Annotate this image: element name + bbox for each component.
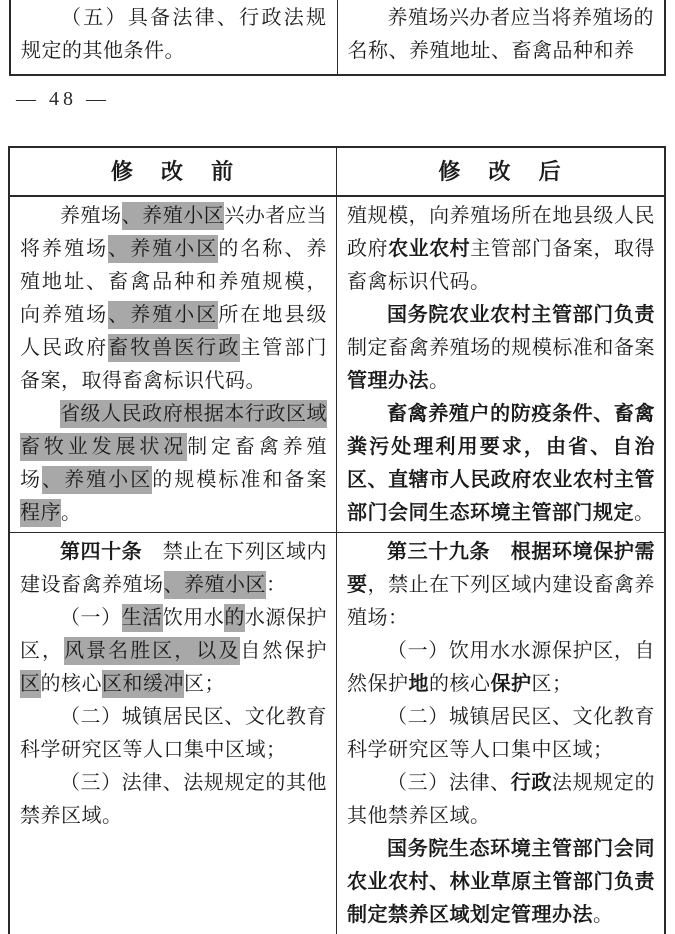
deleted-text-highlight: 生活 [122,604,163,632]
text-run: 的名称、养殖地址、畜禽品种和养殖规模，向养殖场 [20,238,328,326]
text-run: 区； [531,673,573,695]
deleted-text-highlight: 、养殖小区 [108,235,218,263]
text-run: 制定畜禽养殖场 [20,436,327,491]
text-run: 法规规定的其他禁养区域。 [347,772,655,827]
text-run: 水源保护区， [20,607,328,662]
prev-cell-after [338,0,665,74]
text-run: （五）具备法律、行政法规规定的其他条件。 [21,7,327,62]
text-run: 的核心 [40,673,102,695]
deleted-text-highlight: 的 [224,604,245,632]
table-header-row [10,148,664,197]
text-run: 主管部门备案，取得畜禽标识代码。 [347,238,656,293]
text-run: 。 [429,370,450,392]
text-run: 的规模标准和备案 [152,469,328,491]
text-run: 殖规模，向养殖场所在地县级人民政府 [347,205,655,260]
inserted-text-bold: 管理办法 [347,370,429,392]
table-row [10,197,664,533]
paragraph [347,299,655,398]
deleted-text-highlight: 、养殖小区 [108,301,218,329]
text-run: 养殖场兴办者应当将养殖场的名称、养殖地址、畜禽品种和养 [347,7,654,62]
inserted-text-bold: 畜禽养殖户的防疫条件、畜禽粪污处理利用要求，由省、自治区、直辖市人民政府农业农村主管部门会同生态环境主管部门规定 [347,403,655,524]
text-run: ，禁止在下列区域内建设畜禽养殖场： [347,574,656,629]
cell-before-article38 [10,197,337,532]
inserted-text-bold: 保护 [490,673,532,695]
text-run: 养殖场 [60,205,122,227]
text-run: （二）城镇居民区、文化教育科学研究区等人口集中区域； [347,706,655,761]
deleted-text-highlight: 、养殖小区 [122,202,225,230]
paragraph [348,2,655,68]
text-run: （一） [60,607,122,629]
inserted-text-bold: 第三十九条 根据环境保护需要 [347,541,655,596]
cell-after-article39 [337,533,664,934]
inserted-text-bold: 行政 [510,772,552,794]
inserted-text-bold: 地 [408,673,429,695]
text-run: 饮用水 [162,607,225,629]
deleted-text-highlight: 、养殖小区 [164,571,267,599]
paragraph [21,2,327,68]
paragraph [347,635,655,701]
text-run: 制定畜禽养殖场的规模标准和备案 [347,337,655,359]
text-run: 自然保护 [240,640,328,662]
text-run: 的核心 [429,673,491,695]
revision-comparison-table [8,146,666,934]
text-run: 。 [634,502,655,524]
deleted-text-highlight: 区 [20,670,41,698]
paragraph [20,767,327,833]
text-run: 。 [61,502,82,524]
text-run: 主管部门备案，取得畜禽标识代码。 [20,337,328,392]
paragraph [20,602,327,701]
text-run: 所在地县级人民政府 [20,304,328,359]
deleted-text-highlight: 区和缓冲 [102,670,184,698]
prev-cell-before [11,0,338,74]
cell-before-article40 [10,533,337,934]
paragraph [347,767,655,833]
text-run: 禁止在下列区域内建设畜禽养殖场 [20,541,328,596]
page-number: — 48 — [16,88,110,110]
text-run: （三）法律、法规规定的其他禁养区域。 [20,772,327,827]
paragraph [347,833,655,932]
deleted-text-highlight: 程序 [20,499,61,527]
paragraph [347,398,655,530]
paragraph [20,200,327,398]
column-header-after: 修 改 后 [438,159,563,184]
text-run: （三）法律、 [387,772,511,794]
table-row [10,533,664,934]
text-run: ： [266,574,287,596]
inserted-text-bold: 农业农村 [388,238,471,260]
inserted-text-bold: 第四十条 [60,541,143,563]
text-run: 区； [184,673,225,695]
previous-page-table-fragment [9,0,666,76]
deleted-text-highlight: 畜牧兽医行政 [108,334,240,362]
text-run: （二）城镇居民区、文化教育科学研究区等人口集中区域； [20,706,327,761]
text-run: （一）饮用水水源保护区，自然保护 [347,640,655,695]
inserted-text-bold: 国务院生态环境主管部门会同农业农村、林业草原主管部门负责制定禁养区域划定管理办法 [347,838,655,926]
paragraph [347,536,655,635]
paragraph [20,701,327,767]
text-run: 兴办者应当将养殖场 [20,205,328,260]
text-run: 。 [593,904,614,926]
column-header-before: 修 改 前 [10,148,337,195]
deleted-text-highlight: 、养殖小区 [42,466,152,494]
paragraph [347,701,655,767]
deleted-text-highlight: 风景名胜区，以及 [64,637,240,665]
inserted-text-bold: 国务院农业农村主管部门负责 [387,304,655,326]
deleted-text-highlight: 省级人民政府根据本行政区域畜牧业发展状况 [20,400,327,461]
paragraph [20,398,327,530]
paragraph [347,200,655,299]
paragraph [20,536,327,602]
cell-after-article38 [337,197,664,532]
